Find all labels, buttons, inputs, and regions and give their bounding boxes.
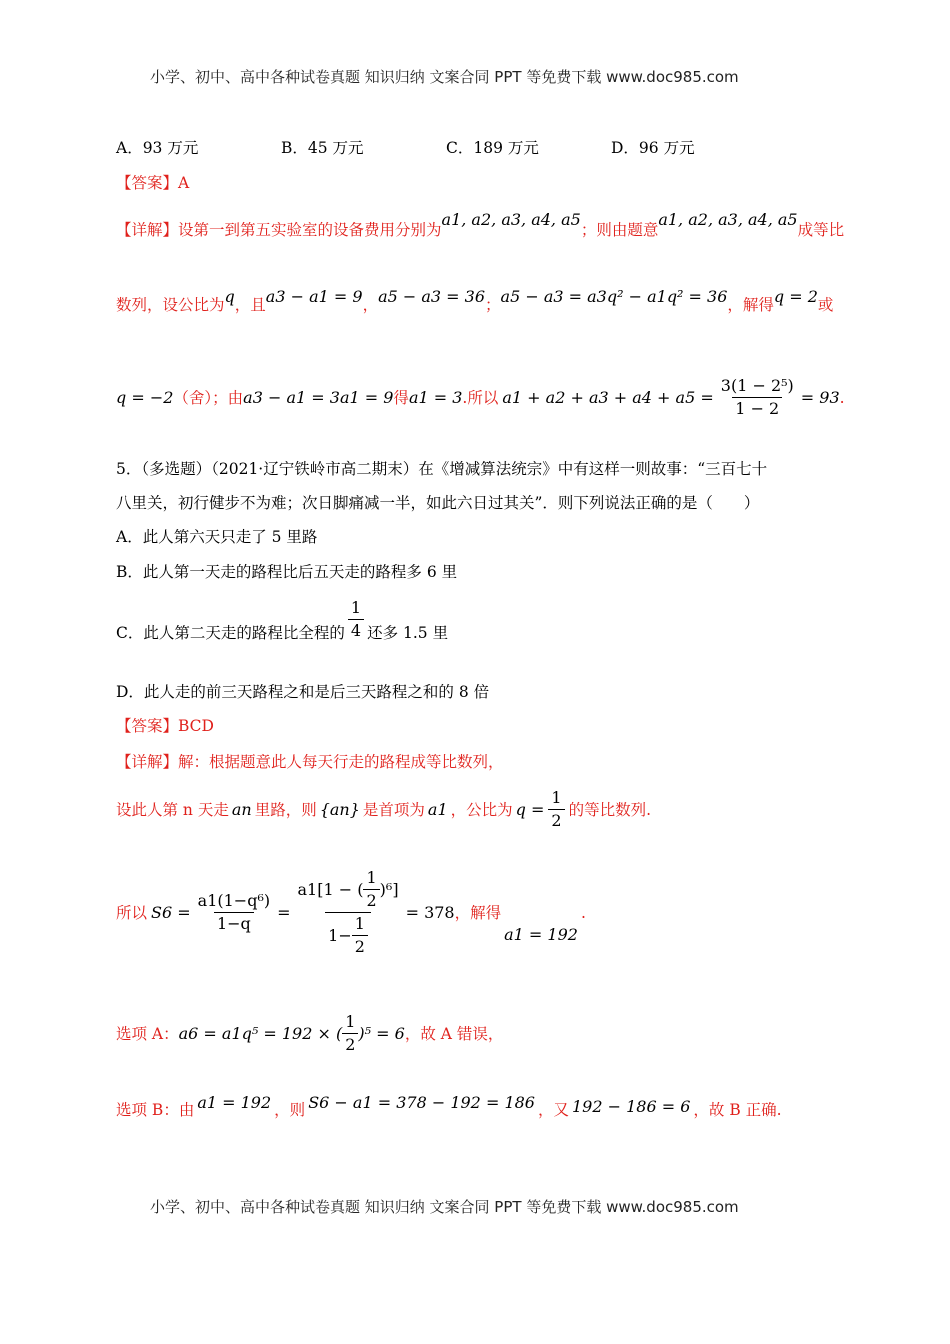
detail-text: ，则 xyxy=(274,1101,306,1119)
inner-fraction xyxy=(363,868,379,911)
detail-text: 或 xyxy=(817,296,834,314)
option-text: 还多 1.5 里 xyxy=(367,624,449,642)
math-q: q xyxy=(224,287,235,306)
q5-detail-line3 xyxy=(116,868,586,957)
detail-text: 是首项为 xyxy=(362,800,425,819)
q4-answer: 【答案】A xyxy=(116,174,190,192)
math-fraction xyxy=(195,891,273,934)
den-part: 1− xyxy=(328,925,352,945)
q5-option-c xyxy=(116,600,448,643)
math-S6: S6 = xyxy=(151,902,191,922)
num-part: a1[1 − ( xyxy=(297,879,364,899)
frac-denominator: 4 xyxy=(348,619,364,641)
inner-fraction xyxy=(352,914,368,957)
detail-text: ，故 A 错误， xyxy=(404,1024,504,1043)
q5-option-d: D．此人走的前三天路程之和是后三天路程之和的 8 倍 xyxy=(116,683,490,701)
q5-detail-line1 xyxy=(116,752,504,772)
detail-text: 的等比数列. xyxy=(568,800,652,819)
q5-answer: 【答案】BCD xyxy=(116,717,214,735)
math-big-fraction xyxy=(295,868,402,957)
q5-detail-line5 xyxy=(116,1093,782,1120)
q4-detail-line1 xyxy=(116,210,845,240)
q5-detail-line2 xyxy=(116,788,651,831)
math-q: q = xyxy=(515,799,545,819)
frac-numerator: 3(1 − 2⁵) xyxy=(720,376,794,395)
math-a1-192: a1 = 192 xyxy=(504,924,578,944)
q4-detail-line2 xyxy=(116,287,834,315)
frac-denominator: 1 − 2 xyxy=(732,397,782,419)
detail-text: ，公比为 xyxy=(450,800,513,819)
detail-text: 所以 xyxy=(116,903,148,922)
detail-text: 选项 B：由 xyxy=(116,1101,195,1119)
detail-text: 得 xyxy=(393,388,409,407)
math-set: {an} xyxy=(319,799,360,819)
detail-text: ，解得 xyxy=(454,903,502,922)
math-b1: a1 = 192 xyxy=(197,1093,272,1112)
q4-option-b: B．45 万元 xyxy=(281,139,364,157)
q4-option-a: A．93 万元 xyxy=(116,139,199,157)
detail-text: 选项 A： xyxy=(116,1024,179,1043)
frac-numerator xyxy=(295,868,402,912)
option-text: C．此人第二天走的路程比全程的 xyxy=(116,624,345,642)
page-footer: 小学、初中、高中各种试卷真题 知识归纳 文案合同 PPT 等免费下载 www.doc985.com xyxy=(150,1198,739,1216)
math-seq: a1, a2, a3, a4, a5 xyxy=(658,210,798,229)
detail-text: ，又 xyxy=(537,1101,569,1119)
q4-detail-line3 xyxy=(116,376,845,419)
math-eq: = xyxy=(277,902,291,922)
frac-denominator xyxy=(325,912,371,957)
q4-option-d: D．96 万元 xyxy=(611,139,695,157)
math-a1: a1 = 3 xyxy=(408,387,463,407)
math-seq: a1, a2, a3, a4, a5 xyxy=(441,210,581,229)
detail-text: . xyxy=(580,903,586,922)
math-eq3: a5 − a3 = a3q² − a1q² = 36 xyxy=(500,287,728,306)
math-sum: a1 + a2 + a3 + a4 + a5 = xyxy=(502,387,714,407)
frac-numerator: 1 xyxy=(366,868,377,887)
math-fraction xyxy=(348,598,364,641)
frac-numerator: a1(1−q⁶) xyxy=(197,891,271,910)
detail-text: ， xyxy=(362,296,379,314)
math-a6-result: )⁵ = 6 xyxy=(358,1023,405,1043)
frac-denominator: 2 xyxy=(342,1033,358,1055)
detail-text: .所以 xyxy=(462,388,499,407)
detail-text: ；则由题意 xyxy=(580,221,659,239)
detail-text: 数列，设公比为 xyxy=(116,296,225,314)
math-fraction xyxy=(718,376,797,419)
q5-option-b: B．此人第一天走的路程比后五天走的路程多 6 里 xyxy=(116,563,458,581)
math-result: = 378 xyxy=(405,902,455,922)
math-qn2: q = −2 xyxy=(116,387,174,407)
math-an: an xyxy=(231,799,252,819)
frac-numerator: 1 xyxy=(354,914,365,933)
math-fraction xyxy=(342,1012,358,1055)
q4-option-c: C．189 万元 xyxy=(446,139,539,157)
detail-text: 解：根据题意此人每天行走的路程成等比数列， xyxy=(178,753,504,771)
num-part: )⁶] xyxy=(379,879,399,899)
frac-denominator: 2 xyxy=(363,889,379,911)
q5-option-a: A．此人第六天只走了 5 里路 xyxy=(116,528,318,546)
frac-numerator: 1 xyxy=(350,598,362,617)
detail-label: 【详解】 xyxy=(116,753,179,771)
detail-text: ，且 xyxy=(234,296,266,314)
math-fraction xyxy=(548,788,564,831)
detail-label: 【详解】 xyxy=(116,221,179,239)
detail-text: 里路，则 xyxy=(254,800,317,819)
detail-text: 设第一到第五实验室的设备费用分别为 xyxy=(178,221,442,239)
math-result: = 93 xyxy=(800,387,840,407)
page-header: 小学、初中、高中各种试卷真题 知识归纳 文案合同 PPT 等免费下载 www.doc985.com xyxy=(150,68,739,86)
frac-denominator: 1−q xyxy=(214,912,254,934)
math-eq4: a3 − a1 = 3a1 = 9 xyxy=(243,387,394,407)
detail-text: ，解得 xyxy=(727,296,774,314)
detail-text: ，故 B 正确. xyxy=(693,1101,782,1119)
detail-text: ； xyxy=(485,296,501,314)
q5-stem-line2: 八里关，初行健步不为难；次日脚痛减一半，如此六日过其关”．则下列说法正确的是（ ） xyxy=(116,494,760,512)
q5-stem-line1: 5．（多选题）（2021·辽宁铁岭市高二期末）在《增减算法统宗》中有这样一则故事：“三百七十 xyxy=(116,460,768,478)
frac-denominator: 2 xyxy=(352,935,368,957)
math-q2: q = 2 xyxy=(773,287,818,306)
q5-detail-line4 xyxy=(116,1012,503,1055)
detail-text: 成等比 xyxy=(797,221,845,239)
math-a1: a1 xyxy=(427,799,448,819)
math-eq2: a5 − a3 = 36 xyxy=(378,287,486,306)
math-a6: a6 = a1q⁵ = 192 × ( xyxy=(178,1023,343,1043)
math-b2: S6 − a1 = 378 − 192 = 186 xyxy=(308,1093,535,1112)
frac-numerator: 1 xyxy=(551,788,562,807)
detail-text: . xyxy=(839,388,845,407)
math-b3: 192 − 186 = 6 xyxy=(572,1097,691,1116)
detail-text: 设此人第 n 天走 xyxy=(116,800,229,819)
detail-text: （舍）；由 xyxy=(173,388,244,407)
math-eq1: a3 − a1 = 9 xyxy=(265,287,363,306)
frac-numerator: 1 xyxy=(345,1012,356,1031)
frac-denominator: 2 xyxy=(548,809,564,831)
